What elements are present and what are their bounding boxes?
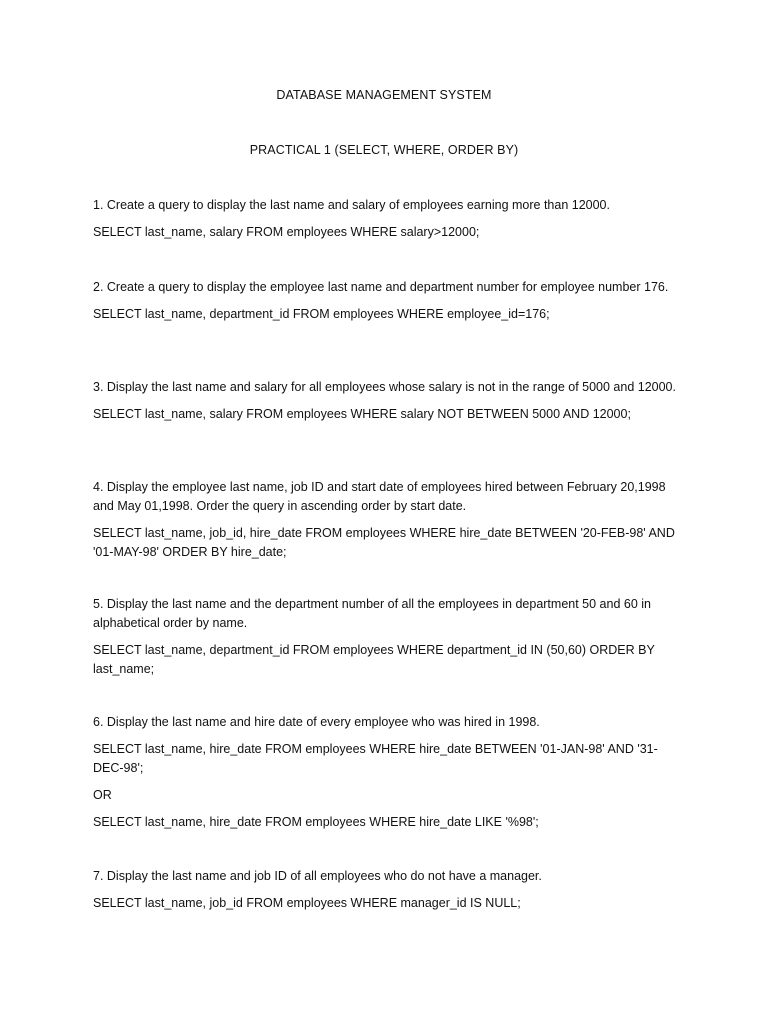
question-block-3 [93, 378, 678, 424]
question-block-4 [93, 478, 678, 562]
sql-alt-answer: SELECT last_name, hire_date FROM employees WHERE hire_date LIKE '%98'; [93, 815, 539, 829]
sql-answer: SELECT last_name, department_id FROM employees WHERE department_id IN (50,60) ORDER BY last_name; [93, 643, 655, 676]
question-block-2 [93, 278, 678, 324]
question-text: 3. Display the last name and salary for all employees whose salary is not in the range of 5000 and 12000. [93, 380, 676, 394]
practical-subtitle: PRACTICAL 1 (SELECT, WHERE, ORDER BY) [249, 143, 519, 157]
question-text: 4. Display the employee last name, job ID and start date of employees hired between February 20,1998 and May 01,1998. Order the query in ascending order by start date. [93, 480, 666, 513]
sql-answer: SELECT last_name, hire_date FROM employees WHERE hire_date BETWEEN '01-JAN-98' AND '31-DEC-98'; [93, 742, 658, 775]
sql-answer: SELECT last_name, salary FROM employees WHERE salary>12000; [93, 225, 480, 239]
sql-answer: SELECT last_name, department_id FROM employees WHERE employee_id=176; [93, 307, 550, 321]
question-block-7 [93, 867, 678, 913]
question-text: 5. Display the last name and the department number of all the employees in department 50 and 60 in alphabetical order by name. [93, 597, 651, 630]
sql-answer: SELECT last_name, job_id FROM employees WHERE manager_id IS NULL; [93, 896, 521, 910]
question-text: 1. Create a query to display the last name and salary of employees earning more than 12000. [93, 198, 610, 212]
question-block-1 [93, 196, 678, 242]
question-block-6 [93, 713, 678, 832]
document-title: DATABASE MANAGEMENT SYSTEM [276, 88, 492, 102]
sql-answer: SELECT last_name, job_id, hire_date FROM employees WHERE hire_date BETWEEN '20-FEB-98' AND '01-MAY-98' ORDER BY hire_date; [93, 526, 675, 559]
question-block-5 [93, 595, 678, 679]
question-text: 7. Display the last name and job ID of all employees who do not have a manager. [93, 869, 542, 883]
sql-answer: SELECT last_name, salary FROM employees WHERE salary NOT BETWEEN 5000 AND 12000; [93, 407, 631, 421]
question-text: 6. Display the last name and hire date of every employee who was hired in 1998. [93, 715, 540, 729]
or-separator: OR [93, 788, 112, 802]
question-text: 2. Create a query to display the employee last name and department number for employee number 176. [93, 280, 669, 294]
